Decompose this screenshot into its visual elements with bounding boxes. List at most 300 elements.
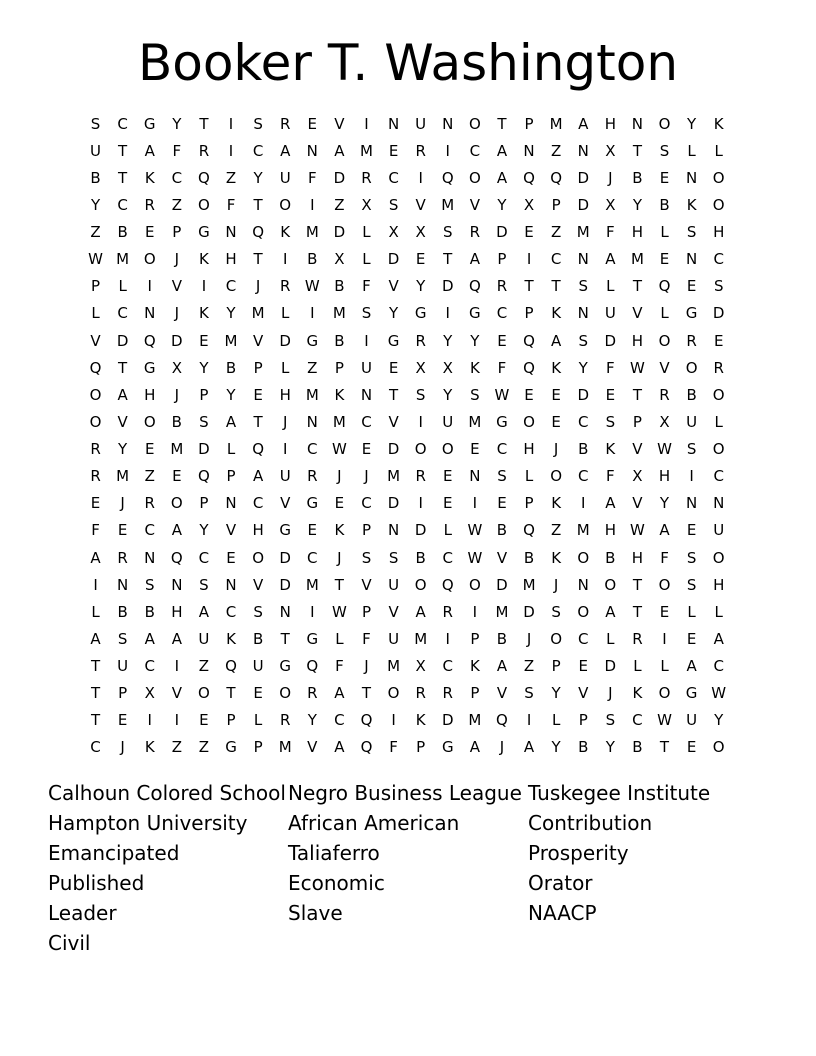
grid-letter: O: [550, 467, 563, 486]
grid-letter: V: [578, 684, 589, 703]
grid-letter: Y: [551, 684, 561, 703]
grid-letter: G: [685, 684, 698, 703]
grid-letter: G: [279, 521, 292, 540]
grid-letter: A: [659, 521, 670, 540]
grid-letter: E: [415, 250, 426, 269]
grid-letter: D: [441, 277, 454, 296]
grid-letter: B: [171, 412, 182, 431]
grid-letter: Y: [307, 711, 317, 730]
grid-letter: S: [253, 602, 263, 621]
grid-letter: V: [496, 684, 508, 703]
grid-letter: A: [713, 629, 724, 648]
grid-letter: P: [226, 711, 236, 730]
grid-letter: I: [174, 657, 180, 676]
grid-letter: O: [712, 195, 725, 214]
grid-letter: Z: [90, 223, 101, 242]
grid-letter: X: [659, 412, 670, 431]
grid-letter: Y: [388, 304, 399, 323]
grid-row: [82, 571, 732, 598]
grid-letter: F: [226, 195, 236, 214]
grid-letter: T: [118, 168, 128, 187]
grid-letter: R: [117, 548, 128, 567]
grid-letter: C: [496, 440, 508, 459]
grid-letter: U: [279, 467, 291, 486]
grid-letter: C: [469, 141, 481, 160]
grid-letter: N: [577, 250, 589, 269]
grid-letter: I: [364, 114, 369, 133]
grid-letter: O: [387, 684, 400, 703]
grid-letter: E: [253, 385, 263, 404]
grid-letter: C: [388, 168, 399, 187]
grid-letter: C: [361, 412, 372, 431]
grid-letter: V: [632, 440, 643, 459]
grid-letter: Q: [360, 711, 373, 730]
grid-row: [82, 680, 732, 707]
grid-row: [82, 300, 732, 327]
grid-letter: E: [524, 385, 534, 404]
grid-letter: M: [305, 385, 319, 404]
grid-letter: T: [90, 657, 101, 676]
grid-letter: P: [172, 223, 182, 242]
grid-letter: A: [415, 602, 426, 621]
grid-letter: R: [307, 467, 318, 486]
grid-letter: S: [361, 548, 372, 567]
grid-letter: Y: [443, 385, 453, 404]
grid-letter: O: [658, 684, 671, 703]
grid-letter: G: [685, 304, 698, 323]
grid-letter: P: [361, 521, 371, 540]
word-list-item: Leader: [48, 901, 117, 925]
grid-letter: B: [578, 738, 589, 757]
grid-letter: K: [199, 304, 209, 323]
grid-row: [82, 219, 732, 246]
grid-letter: G: [306, 629, 319, 648]
grid-letter: K: [144, 168, 155, 187]
grid-letter: M: [468, 412, 482, 431]
grid-letter: P: [524, 114, 534, 133]
grid-letter: F: [389, 738, 398, 757]
grid-row: [82, 381, 732, 408]
grid-letter: D: [604, 331, 617, 350]
grid-letter: W: [88, 250, 103, 269]
grid-letter: X: [632, 467, 643, 486]
grid-letter: O: [414, 575, 427, 594]
grid-letter: E: [605, 385, 616, 404]
grid-row: [82, 327, 732, 354]
grid-letter: H: [604, 114, 616, 133]
grid-letter: A: [334, 738, 345, 757]
grid-letter: L: [362, 250, 371, 269]
grid-letter: O: [658, 331, 671, 350]
grid-letter: U: [90, 141, 102, 160]
grid-letter: Y: [470, 331, 480, 350]
grid-letter: T: [118, 141, 128, 160]
grid-letter: V: [469, 195, 480, 214]
grid-letter: F: [91, 521, 100, 540]
grid-letter: Y: [443, 331, 453, 350]
grid-letter: E: [497, 494, 507, 513]
grid-letter: Z: [144, 467, 155, 486]
word-list-item: Economic: [288, 871, 385, 895]
grid-letter: L: [660, 304, 669, 323]
grid-letter: F: [497, 358, 507, 377]
grid-letter: H: [252, 521, 264, 540]
grid-row: [82, 436, 732, 463]
grid-letter: O: [658, 575, 671, 594]
grid-letter: S: [686, 548, 697, 567]
grid-letter: N: [523, 141, 535, 160]
grid-letter: V: [252, 575, 264, 594]
grid-letter: R: [144, 195, 155, 214]
grid-letter: I: [147, 277, 152, 296]
grid-letter: L: [281, 304, 290, 323]
grid-letter: B: [117, 223, 128, 242]
grid-letter: E: [551, 412, 561, 431]
grid-letter: P: [226, 467, 236, 486]
grid-letter: A: [252, 467, 264, 486]
grid-letter: P: [199, 385, 209, 404]
grid-letter: S: [686, 223, 697, 242]
grid-letter: I: [310, 304, 315, 323]
grid-letter: H: [713, 223, 725, 242]
grid-letter: Y: [632, 195, 642, 214]
grid-letter: U: [117, 657, 129, 676]
grid-letter: H: [713, 575, 725, 594]
grid-letter: A: [171, 629, 182, 648]
grid-letter: I: [310, 195, 315, 214]
grid-letter: C: [144, 657, 155, 676]
grid-letter: K: [632, 684, 643, 703]
grid-letter: A: [334, 684, 345, 703]
grid-letter: A: [469, 738, 480, 757]
grid-letter: D: [577, 168, 590, 187]
grid-letter: E: [659, 602, 670, 621]
grid-letter: I: [201, 277, 207, 296]
grid-letter: V: [171, 277, 182, 296]
grid-letter: Q: [170, 548, 183, 567]
word-list-item: Slave: [288, 901, 343, 925]
grid-letter: T: [659, 738, 670, 757]
grid-letter: C: [225, 602, 237, 621]
grid-letter: D: [604, 657, 617, 676]
grid-letter: A: [605, 250, 616, 269]
grid-letter: I: [310, 602, 315, 621]
grid-letter: E: [117, 711, 128, 730]
grid-letter: S: [713, 277, 724, 296]
grid-letter: I: [418, 168, 423, 187]
grid-letter: Y: [172, 114, 182, 133]
grid-letter: T: [253, 195, 263, 214]
grid-letter: B: [632, 738, 643, 757]
grid-letter: O: [685, 358, 698, 377]
grid-letter: O: [577, 548, 590, 567]
grid-letter: Z: [307, 358, 318, 377]
grid-letter: J: [120, 494, 125, 513]
word-list-item: Prosperity: [528, 841, 629, 865]
grid-letter: P: [416, 738, 426, 757]
grid-letter: D: [387, 494, 400, 513]
grid-row: [82, 463, 732, 490]
grid-letter: N: [387, 114, 400, 133]
grid-letter: R: [686, 331, 697, 350]
grid-letter: K: [605, 440, 616, 459]
grid-letter: T: [118, 358, 128, 377]
grid-letter: S: [686, 440, 697, 459]
grid-letter: D: [577, 385, 590, 404]
grid-letter: F: [362, 277, 371, 296]
grid-letter: W: [630, 358, 645, 377]
grid-letter: E: [253, 684, 263, 703]
grid-letter: Q: [306, 657, 319, 676]
grid-letter: F: [172, 141, 182, 160]
grid-letter: H: [658, 467, 671, 486]
grid-letter: S: [605, 711, 616, 730]
grid-letter: G: [469, 304, 481, 323]
grid-letter: M: [360, 141, 373, 160]
grid-letter: L: [335, 629, 344, 648]
grid-letter: U: [604, 304, 616, 323]
grid-letter: R: [279, 114, 291, 133]
grid-letter: I: [472, 602, 478, 621]
grid-letter: U: [415, 114, 427, 133]
grid-letter: D: [712, 304, 725, 323]
grid-letter: I: [662, 629, 667, 648]
grid-letter: N: [306, 141, 318, 160]
grid-letter: B: [225, 358, 237, 377]
grid-letter: J: [282, 412, 288, 431]
grid-letter: A: [334, 141, 345, 160]
grid-letter: R: [415, 467, 426, 486]
grid-letter: Y: [416, 277, 426, 296]
grid-letter: C: [442, 548, 453, 567]
grid-letter: N: [685, 250, 698, 269]
grid-letter: I: [581, 494, 586, 513]
grid-letter: V: [252, 331, 264, 350]
grid-letter: O: [143, 412, 156, 431]
grid-letter: S: [659, 141, 670, 160]
grid-letter: B: [90, 168, 101, 187]
grid-letter: P: [361, 602, 371, 621]
grid-letter: R: [415, 684, 426, 703]
grid-letter: S: [415, 385, 426, 404]
grid-letter: S: [686, 575, 697, 594]
grid-row: [82, 490, 732, 517]
grid-letter: X: [415, 657, 426, 676]
grid-letter: P: [118, 684, 128, 703]
grid-letter: S: [578, 277, 588, 296]
grid-letter: O: [89, 385, 102, 404]
grid-letter: Y: [687, 114, 697, 133]
grid-letter: U: [686, 412, 698, 431]
grid-letter: S: [144, 575, 155, 594]
grid-letter: E: [172, 467, 182, 486]
grid-letter: J: [499, 738, 505, 757]
grid-letter: R: [415, 331, 426, 350]
grid-letter: E: [443, 467, 453, 486]
grid-letter: L: [443, 521, 452, 540]
grid-letter: R: [632, 629, 643, 648]
grid-letter: G: [225, 738, 237, 757]
grid-letter: N: [387, 521, 400, 540]
grid-letter: Q: [198, 168, 210, 187]
grid-letter: R: [659, 385, 670, 404]
grid-letter: A: [551, 331, 562, 350]
grid-letter: N: [144, 304, 156, 323]
grid-letter: M: [332, 304, 346, 323]
grid-letter: S: [524, 684, 534, 703]
grid-letter: Z: [198, 657, 210, 676]
grid-letter: A: [90, 629, 101, 648]
grid-letter: Q: [225, 657, 237, 676]
grid-letter: M: [305, 575, 319, 594]
grid-letter: U: [686, 711, 698, 730]
grid-letter: B: [523, 548, 535, 567]
grid-letter: Y: [659, 494, 670, 513]
grid-letter: P: [632, 412, 642, 431]
grid-letter: B: [252, 629, 264, 648]
grid-letter: C: [90, 738, 101, 757]
grid-letter: M: [224, 331, 238, 350]
grid-letter: L: [524, 467, 534, 486]
grid-letter: Q: [89, 358, 102, 377]
grid-letter: Q: [143, 331, 156, 350]
grid-letter: C: [252, 141, 264, 160]
grid-letter: C: [307, 548, 318, 567]
grid-letter: A: [496, 657, 508, 676]
grid-letter: W: [331, 602, 347, 621]
letter-grid: [82, 110, 732, 761]
grid-letter: V: [388, 412, 399, 431]
grid-letter: H: [279, 385, 291, 404]
grid-letter: T: [90, 684, 101, 703]
grid-letter: K: [334, 385, 345, 404]
grid-letter: D: [171, 331, 183, 350]
grid-letter: T: [632, 277, 642, 296]
grid-letter: G: [306, 494, 319, 513]
grid-letter: E: [659, 168, 670, 187]
grid-letter: U: [388, 629, 400, 648]
grid-letter: M: [170, 440, 184, 459]
grid-letter: H: [631, 331, 644, 350]
grid-letter: D: [414, 521, 427, 540]
grid-letter: I: [147, 711, 152, 730]
grid-letter: L: [91, 304, 100, 323]
grid-letter: N: [577, 141, 589, 160]
grid-letter: A: [686, 657, 697, 676]
grid-letter: U: [713, 521, 725, 540]
grid-letter: Q: [658, 277, 671, 296]
grid-row: [82, 354, 732, 381]
grid-letter: I: [391, 711, 396, 730]
grid-letter: Q: [496, 711, 508, 730]
grid-letter: Q: [468, 277, 481, 296]
grid-letter: C: [577, 629, 589, 648]
grid-letter: W: [657, 711, 672, 730]
grid-letter: R: [279, 277, 291, 296]
grid-letter: N: [442, 114, 454, 133]
grid-row: [82, 517, 732, 544]
grid-letter: E: [497, 331, 507, 350]
grid-letter: J: [608, 684, 613, 703]
grid-letter: O: [577, 602, 590, 621]
grid-letter: O: [198, 195, 210, 214]
grid-letter: H: [523, 440, 535, 459]
grid-letter: F: [606, 358, 615, 377]
grid-letter: N: [360, 385, 373, 404]
grid-letter: M: [576, 223, 590, 242]
grid-letter: B: [686, 385, 697, 404]
grid-row: [82, 544, 732, 571]
grid-letter: V: [361, 575, 372, 594]
grid-letter: A: [198, 602, 210, 621]
grid-letter: I: [689, 467, 694, 486]
grid-letter: A: [496, 168, 508, 187]
grid-letter: A: [605, 602, 616, 621]
grid-letter: I: [282, 440, 288, 459]
grid-letter: R: [442, 602, 453, 621]
grid-letter: B: [496, 629, 508, 648]
grid-letter: O: [712, 548, 725, 567]
grid-letter: F: [660, 548, 669, 567]
grid-letter: A: [90, 548, 101, 567]
word-list: [48, 778, 788, 958]
grid-letter: L: [687, 141, 696, 160]
grid-letter: L: [687, 602, 696, 621]
grid-letter: X: [442, 358, 453, 377]
grid-letter: M: [387, 657, 401, 676]
grid-letter: B: [307, 250, 318, 269]
grid-letter: O: [279, 195, 292, 214]
grid-letter: H: [225, 250, 237, 269]
grid-row: [82, 273, 732, 300]
grid-letter: N: [225, 494, 237, 513]
grid-letter: M: [251, 304, 265, 323]
grid-letter: C: [496, 304, 508, 323]
grid-letter: Z: [334, 195, 345, 214]
grid-letter: J: [364, 657, 369, 676]
grid-letter: Z: [225, 168, 237, 187]
grid-letter: M: [116, 467, 130, 486]
grid-letter: R: [144, 494, 155, 513]
grid-letter: B: [415, 548, 426, 567]
grid-row: [82, 110, 732, 137]
grid-letter: J: [553, 440, 559, 459]
grid-letter: K: [226, 629, 236, 648]
grid-row: [82, 653, 732, 680]
grid-letter: P: [578, 711, 588, 730]
grid-letter: I: [174, 711, 180, 730]
grid-letter: B: [144, 602, 155, 621]
grid-letter: D: [279, 331, 291, 350]
grid-letter: R: [198, 141, 210, 160]
grid-letter: E: [388, 141, 399, 160]
word-list-item: Emancipated: [48, 841, 180, 865]
grid-letter: V: [632, 304, 643, 323]
grid-letter: E: [713, 331, 724, 350]
grid-letter: E: [144, 440, 155, 459]
grid-letter: L: [253, 711, 263, 730]
grid-letter: C: [361, 494, 372, 513]
grid-letter: E: [686, 738, 697, 757]
grid-letter: D: [441, 711, 454, 730]
grid-letter: E: [578, 657, 588, 676]
grid-letter: V: [225, 521, 237, 540]
grid-letter: E: [524, 223, 534, 242]
grid-letter: L: [281, 358, 290, 377]
grid-letter: K: [415, 711, 426, 730]
word-list-item: Hampton University: [48, 811, 248, 835]
grid-letter: B: [334, 331, 345, 350]
